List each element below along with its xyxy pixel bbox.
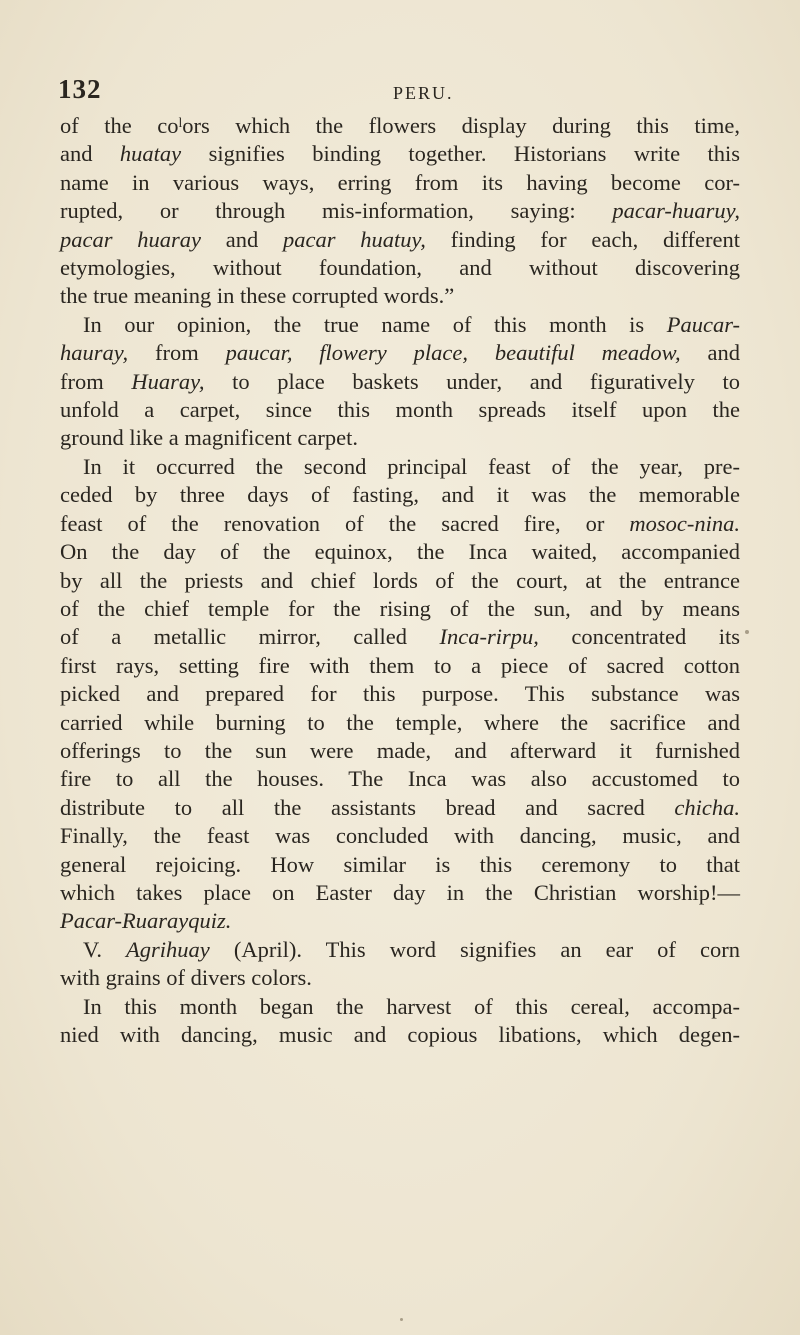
text-line: of the coˡors which the flowers display during this time,	[60, 113, 740, 138]
text-line: nied with dancing, music and copious libations, which degen-	[60, 1022, 740, 1047]
page-header	[58, 74, 740, 114]
text-line: of a metallic mirror, called Inca-rirpu, concentrated its	[60, 624, 740, 650]
text-line: distribute to all the assistants bread and sacred chicha.	[60, 794, 740, 820]
page-number: 132	[58, 74, 102, 104]
text-line: which takes place on Easter day in the Christian worship!—	[60, 879, 740, 905]
text-line: name in various ways, erring from its having become cor-	[60, 169, 740, 195]
text-line: feast of the renovation of the sacred fire, or mosoc-nina.	[60, 510, 740, 536]
text-line: hauray, from paucar, flowery place, beautiful meadow, and	[60, 340, 740, 366]
text-line: fire to all the houses. The Inca was also accustomed to	[60, 766, 740, 792]
text-line: the true meaning in these corrupted words.”	[60, 283, 455, 309]
text-line: rupted, or through mis-information, saying: pacar-huaruy,	[60, 198, 740, 224]
text-line: first rays, setting fire with them to a piece of sacred cotton	[60, 652, 740, 678]
text-line: carried while burning to the temple, where the sacrifice and	[60, 709, 740, 735]
text-line: offerings to the sun were made, and afterward it furnished	[60, 737, 740, 763]
text-line: of the chief temple for the rising of the sun, and by means	[60, 595, 740, 621]
text-line: V. Agrihuay (April). This word signifies an ear of corn	[83, 936, 740, 962]
text-line: On the day of the equinox, the Inca waited, accompanied	[60, 539, 740, 565]
text-line: ground like a magnificent carpet.	[60, 425, 359, 451]
text-line: Finally, the feast was concluded with dancing, music, and	[60, 823, 740, 849]
text-line: from Huaray, to place baskets under, and figuratively to	[60, 368, 740, 394]
text-line: pacar huaray and pacar huatuy, finding for each, different	[60, 226, 740, 252]
text-line: with grains of divers colors.	[60, 965, 312, 991]
text-line: unfold a carpet, since this month spreads itself upon the	[60, 397, 740, 423]
ink-speck	[745, 630, 749, 634]
running-head: PERU.	[393, 83, 454, 103]
text-line: etymologies, without foundation, and without discovering	[60, 255, 740, 281]
text-line: picked and prepared for this purpose. This substance was	[60, 681, 740, 707]
text-line: ceded by three days of fasting, and it was the memorable	[60, 482, 740, 508]
text-line: general rejoicing. How similar is this ceremony to that	[60, 851, 740, 877]
text-line: In it occurred the second principal feast of the year, pre-	[83, 453, 740, 479]
text-line: In this month began the harvest of this cereal, accompa-	[83, 993, 740, 1019]
ink-speck	[400, 1318, 403, 1321]
text-line: In our opinion, the true name of this month is Paucar-	[83, 311, 740, 337]
text-line: Pacar-Ruarayquiz.	[60, 908, 232, 934]
body-text	[60, 112, 740, 1049]
text-line: and huatay signifies binding together. Historians write this	[60, 141, 740, 167]
text-line: by all the priests and chief lords of the court, at the entrance	[60, 567, 740, 593]
